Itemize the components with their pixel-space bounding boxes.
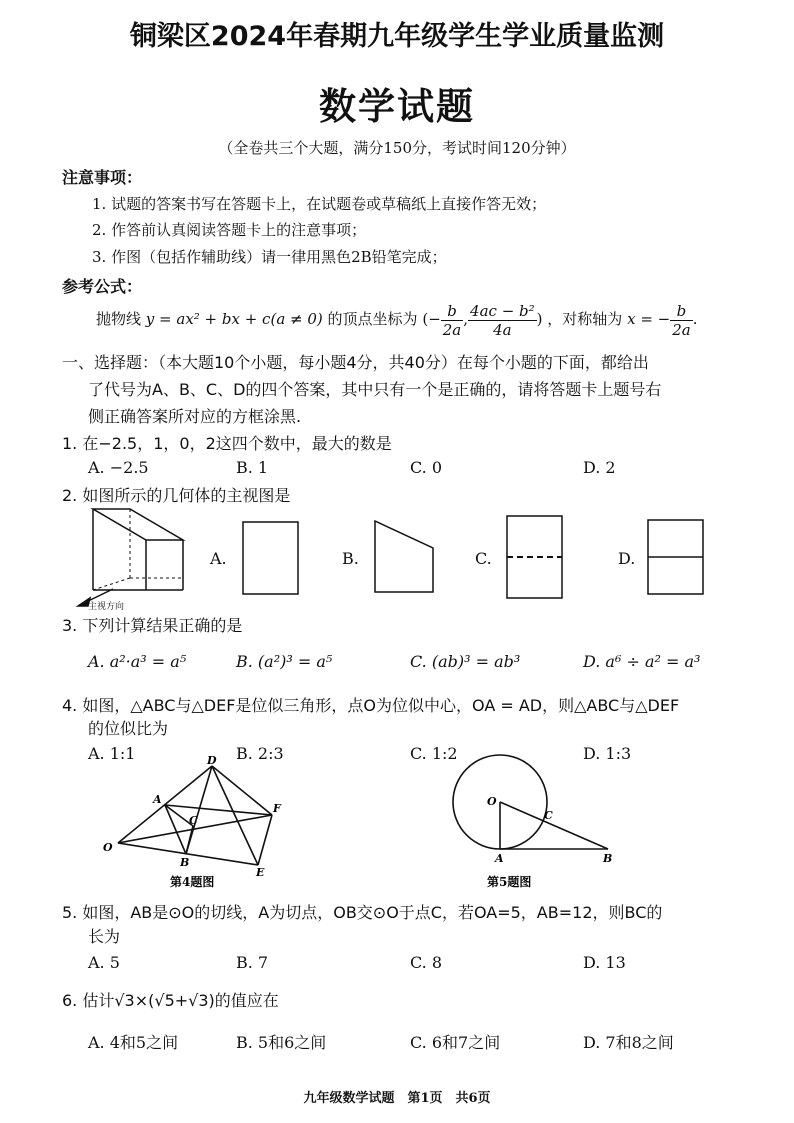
- q6-option-c: C. 6和7之间: [410, 1033, 501, 1052]
- q5-option-b: B. 7: [236, 953, 269, 972]
- q4-label-o: O: [103, 841, 113, 854]
- section-heading-cont: 侧正确答案所对应的方框涂黑.: [88, 407, 302, 426]
- formula-axis-text: ，对称轴为: [547, 310, 623, 328]
- formula-paren-close: ): [536, 310, 543, 328]
- q4-label-b: B: [180, 856, 190, 869]
- formula-eq: y = ax² + bx + c(a ≠ 0): [145, 310, 323, 328]
- q2-option-a-label: A.: [210, 549, 227, 568]
- q2-option-c-label: C.: [475, 549, 492, 568]
- q5-label-b: B: [603, 852, 613, 865]
- q1-option-d: D. 2: [583, 458, 616, 477]
- page-footer: 九年级数学试题 第1页 共6页: [303, 1091, 491, 1106]
- q4-label-f: F: [273, 802, 281, 815]
- q6-option-b: B. 5和6之间: [236, 1033, 327, 1052]
- q5-label-o: O: [487, 795, 497, 808]
- q5-option-c: C. 8: [410, 953, 443, 972]
- q3-option-c: C. (ab)³ = ab³: [410, 652, 521, 671]
- q4-option-c: C. 1:2: [410, 744, 458, 763]
- q4-option-d: D. 1:3: [583, 744, 632, 763]
- formula-lead: 抛物线: [96, 310, 142, 328]
- note-item: 3. 作图（包括作辅助线）请一律用黑色2B铅笔完成；: [92, 248, 447, 266]
- q3-option-b: B. (a²)³ = a⁵: [236, 652, 333, 671]
- q5-label-a: A: [495, 852, 504, 865]
- q4-label-e: E: [256, 866, 265, 879]
- question-2-stem: 2. 如图所示的几何体的主视图是: [62, 486, 291, 505]
- q4-caption: 第4题图: [170, 875, 215, 889]
- q4-option-a: A. 1:1: [88, 744, 136, 763]
- question-6-stem: 6. 估计√3×(√5+√3)的值应在: [62, 991, 279, 1010]
- question-5-stem: 5. 如图，AB是⊙O的切线，A为切点，OB交⊙O于点C，若OA=5，AB=12，则BC的: [62, 903, 663, 922]
- notes-heading: 注意事项：: [62, 168, 143, 187]
- q6-option-d: D. 7和8之间: [583, 1033, 674, 1052]
- question-4-stem-cont: 的位似比为: [88, 719, 169, 738]
- q5-figure: [453, 755, 608, 849]
- formula-heading: 参考公式：: [62, 277, 143, 296]
- q5-caption: 第5题图: [487, 875, 532, 889]
- question-4-stem: 4. 如图，△ABC与△DEF是位似三角形，点O为位似中心，OA = AD，则△ABC与△DEF: [62, 696, 680, 715]
- formula-mid: 的顶点坐标为: [327, 310, 418, 328]
- q4-label-c: C: [189, 814, 198, 827]
- view-direction-label: 主视方向: [88, 602, 125, 612]
- formula-paren-open: (−: [422, 310, 441, 328]
- q3-option-a: A. a²·a³ = a⁵: [88, 652, 187, 671]
- note-item: 1. 试题的答案书写在答题卡上，在试题卷或草稿纸上直接作答无效；: [92, 195, 547, 213]
- q5-label-c: C: [544, 809, 553, 822]
- q4-label-d: D: [207, 754, 217, 767]
- q4-option-b: B. 2:3: [236, 744, 284, 763]
- subject-title: 数学试题: [319, 85, 475, 128]
- q6-option-a: A. 4和5之间: [88, 1033, 179, 1052]
- q1-option-c: C. 0: [410, 458, 443, 477]
- q1-option-a: A. −2.5: [88, 458, 149, 477]
- q5-option-a: A. 5: [88, 953, 120, 972]
- note-item: 2. 作答前认真阅读答题卡上的注意事项；: [92, 221, 367, 239]
- formula-comma: ,: [463, 310, 469, 328]
- q4-label-a: A: [153, 793, 162, 806]
- q2-option-d-label: D.: [618, 549, 636, 568]
- vertex-x-fraction: $\frac{b}{2a}$: [442, 301, 462, 339]
- question-3-stem: 3. 下列计算结果正确的是: [62, 616, 243, 635]
- question-5-stem-cont: 长为: [88, 927, 121, 946]
- vertex-y-fraction: $\frac{\text{4ac − b²}}{4a}$: [470, 301, 535, 339]
- section-heading: 一、选择题：（本大题10个小题，每小题4分，共40分）在每个小题的下面，都给出: [62, 353, 649, 372]
- q1-option-b: B. 1: [236, 458, 269, 477]
- exam-title: 铜梁区2024年春期九年级学生学业质量监测: [129, 21, 665, 52]
- question-1-stem: 1. 在−2.5，1，0，2这四个数中，最大的数是: [62, 434, 392, 453]
- section-heading-cont: 了代号为A、B、C、D的四个答案，其中只有一个是正确的，请将答题卡上题号右: [88, 380, 662, 399]
- q5-option-d: D. 13: [583, 953, 626, 972]
- formula-end: .: [692, 310, 698, 328]
- q3-option-d: D. a⁶ ÷ a² = a³: [583, 652, 701, 671]
- q2-option-b-label: B.: [342, 549, 359, 568]
- exam-subtitle: （全卷共三个大题，满分150分，考试时间120分钟）: [218, 139, 576, 157]
- formula-axis-eq: x = −: [627, 310, 671, 328]
- axis-fraction: $\frac{b}{2a}$: [672, 301, 691, 339]
